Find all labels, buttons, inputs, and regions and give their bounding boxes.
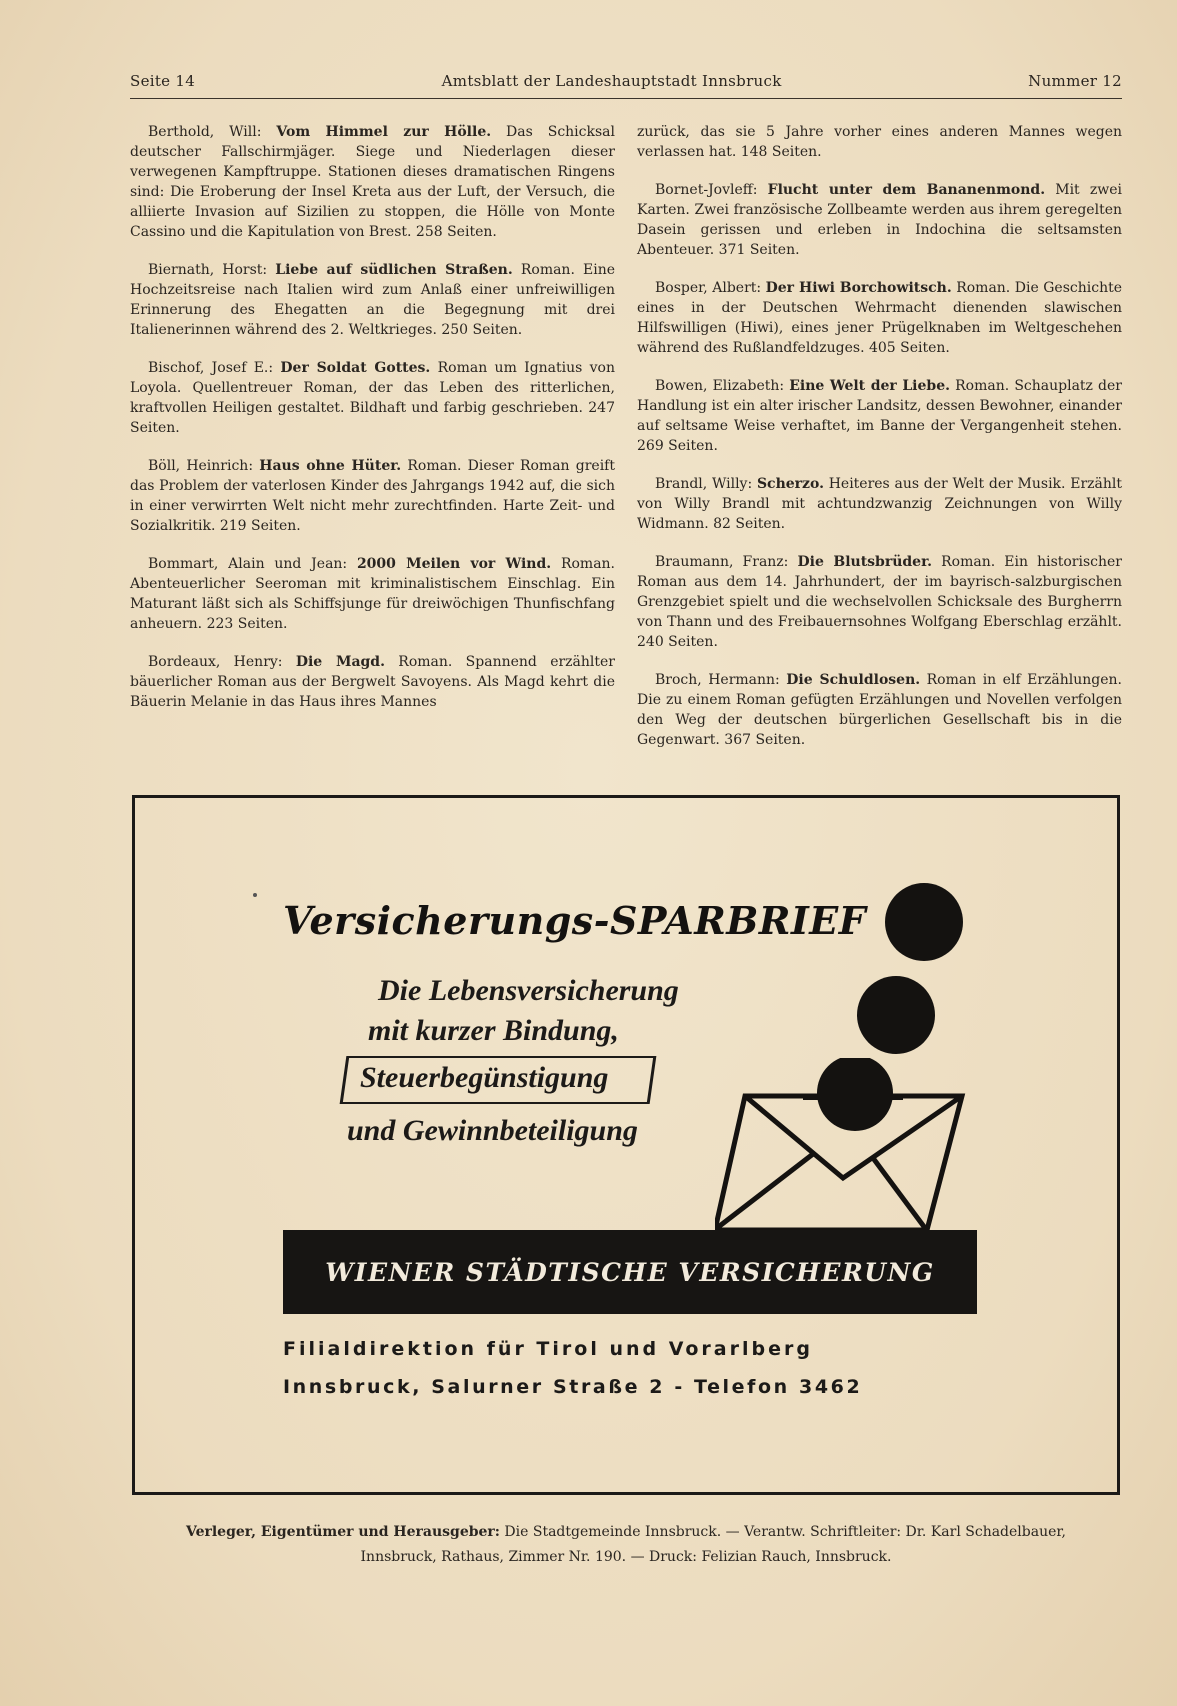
ad-headline: Versicherungs-SPARBRIEF [283,898,867,943]
book-title: Die Schuldlosen. [786,672,921,688]
book-author: Bosper, Albert: [655,280,766,296]
coin-icon [885,883,963,961]
issue-number: Nummer 12 [1028,72,1122,90]
book-entry [130,122,615,242]
book-title: Eine Welt der Liebe. [789,378,950,394]
running-header [130,72,1122,90]
book-description: Roman. Eine Hochzeitsreise nach Italien wird zum Anlaß einer unfreiwilligen Erinnerung des Ehegatten an die Begegnung mit drei Italienerinnen während des 2. Weltkrieges. 250 Seiten. [130,262,615,338]
book-description: Mit zwei Karten. Zwei französische Zollbeamte werden aus ihrem geregelten Dasein gerissen und erleben in Indochina die seltsamsten Abenteuer. 371 Seiten. [637,182,1122,258]
book-title: Scherzo. [756,476,824,492]
imprint-publisher-label: Verleger, Eigentümer und Herausgeber: [186,1524,500,1540]
book-title: Vom Himmel zur Hölle. [276,124,492,140]
left-column [130,122,615,768]
book-entry [637,670,1122,750]
book-author: Berthold, Will: [148,124,277,140]
book-author: Bischof, Josef E.: [148,360,281,376]
book-author: Braumann, Franz: [655,554,798,570]
book-description: Roman in elf Erzählungen. Die zu einem Roman gefügten Erzählungen und Novellen verfolgen den Weg der deutschen bürgerlichen Gesellschaft bis in die Gegenwart. 367 Seiten. [637,672,1122,748]
book-description: Heiteres aus der Welt der Musik. Erzählt von Willy Brandl mit achtundzwanzig Zeichnungen von Willy Widmann. 82 Seiten. [637,476,1122,532]
book-entry-continuation [637,122,1122,162]
envelope-icon [715,1058,975,1248]
branch-office: Filialdirektion für Tirol und Vorarlberg [283,1338,813,1360]
book-entry [637,278,1122,358]
book-description: Roman. Abenteuerlicher Seeroman mit kriminalistischem Einschlag. Ein Maturant läßt sich als Schiffsjunge für dreiwöchigen Thunfischfang anheuern. 223 Seiten. [130,556,616,632]
publication-title: Amtsblatt der Landeshauptstadt Innsbruck [441,72,782,90]
book-author: Böll, Heinrich: [148,458,260,474]
book-entry [637,474,1122,534]
book-author: Broch, Hermann: [655,672,787,688]
right-column [637,122,1122,768]
imprint-publisher: Die Stadtgemeinde Innsbruck. — Verantw. Schriftleiter: Dr. Karl Schadelbauer, [499,1524,1066,1540]
book-entry [130,260,615,340]
book-description: Das Schicksal deutscher Fallschirmjäger. Siege und Niederlagen dieser verwegenen Kampftruppe. Stationen dieses dramatischen Ringens sind: Die Eroberung der Insel Kreta aus der Luft, der Versuch, die alliierte Invasion auf Sizilien zu stoppen, die Hölle von Monte Cassino und die Kapitulation von Brest. 258 Seiten. [130,124,615,240]
company-band [283,1230,977,1314]
insurance-advertisement [132,795,1120,1495]
company-name: WIENER STÄDTISCHE VERSICHERUNG [325,1257,935,1287]
ad-tagline-highlight: Steuerbegünstigung [360,1061,609,1094]
book-description: Roman. Spannend erzählter bäuerlicher Roman aus der Bergwelt Savoyens. Als Magd kehrt die Bäuerin Melanie in das Haus ihres Mannes [130,654,615,710]
imprint-line [130,1520,1122,1545]
book-title: Die Magd. [295,654,385,670]
book-entry [637,180,1122,260]
page-number: Seite 14 [130,72,196,90]
imprint [130,1520,1122,1570]
ad-tagline-line: mit kurzer Bindung, [368,1014,619,1047]
imprint-line: Innsbruck, Rathaus, Zimmer Nr. 190. — Druck: Felizian Rauch, Innsbruck. [360,1549,892,1565]
book-title: 2000 Meilen vor Wind. [356,556,552,572]
book-entry [637,376,1122,456]
book-title: Die Blutsbrüder. [797,554,933,570]
book-author: Bornet-Jovleff: [655,182,768,198]
coin-icon [857,976,935,1054]
book-author: Bowen, Elizabeth: [655,378,790,394]
ad-tagline-line: und Gewinnbeteiligung [347,1114,638,1147]
book-description: Roman um Ignatius von Loyola. Quellentreuer Roman, der das Leben des ritterlichen, kraftvollen Heiligen gestaltet. Bildhaft und farbig geschrieben. 247 Seiten. [130,360,616,436]
book-description: Roman. Die Geschichte eines in der Deutschen Wehrmacht dienenden slawischen Hilfswilligen (Hiwi), eines jener Prügelknaben im Weltgeschehen während des Rußlandfeldzuges. 405 Seiten. [637,280,1122,356]
book-entry [130,456,615,536]
ad-tagline-line: Die Lebensversicherung [378,974,679,1007]
book-title: Flucht unter dem Bananenmond. [767,182,1046,198]
book-entry [130,554,615,634]
book-entry [637,552,1122,652]
book-entry [130,358,615,438]
office-address: Innsbruck, Salurner Straße 2 - Telefon 3462 [283,1376,863,1398]
book-title: Haus ohne Hüter. [259,458,402,474]
book-title: Der Soldat Gottes. [280,360,431,376]
book-entry [130,652,615,712]
book-title: Der Hiwi Borchowitsch. [765,280,952,296]
header-rule [130,98,1122,99]
book-title: Liebe auf südlichen Straßen. [275,262,513,278]
book-list [130,122,1122,768]
book-description: zurück, das sie 5 Jahre vorher eines anderen Mannes wegen verlassen hat. 148 Seiten. [637,124,1122,160]
book-description: Roman. Dieser Roman greift das Problem der vaterlosen Kinder des Jahrgangs 1942 auf, die sich in einer verwirrten Welt nicht mehr zurechtfinden. Harte Zeit- und Sozialkritik. 219 Seiten. [130,458,615,534]
book-author: Bommart, Alain und Jean: [148,556,357,572]
book-author: Biernath, Horst: [148,262,276,278]
book-author: Bordeaux, Henry: [148,654,296,670]
book-description: Roman. Ein historischer Roman aus dem 14. Jahrhundert, der im bayrisch-salzburgischen Grenzgebiet spielt und die wechselvollen Schicksale des Burgherrn von Thann und des Freibauernsohnes Wolfgang Eberschlag erzählt. 240 Seiten. [637,554,1122,650]
book-description: Roman. Schauplatz der Handlung ist ein alter irischer Landsitz, dessen Bewohner, einander auf seltsame Weise verhaftet, im Banne der Vergangenheit stehen. 269 Seiten. [637,378,1122,454]
print-speck [253,893,257,897]
book-author: Brandl, Willy: [655,476,757,492]
